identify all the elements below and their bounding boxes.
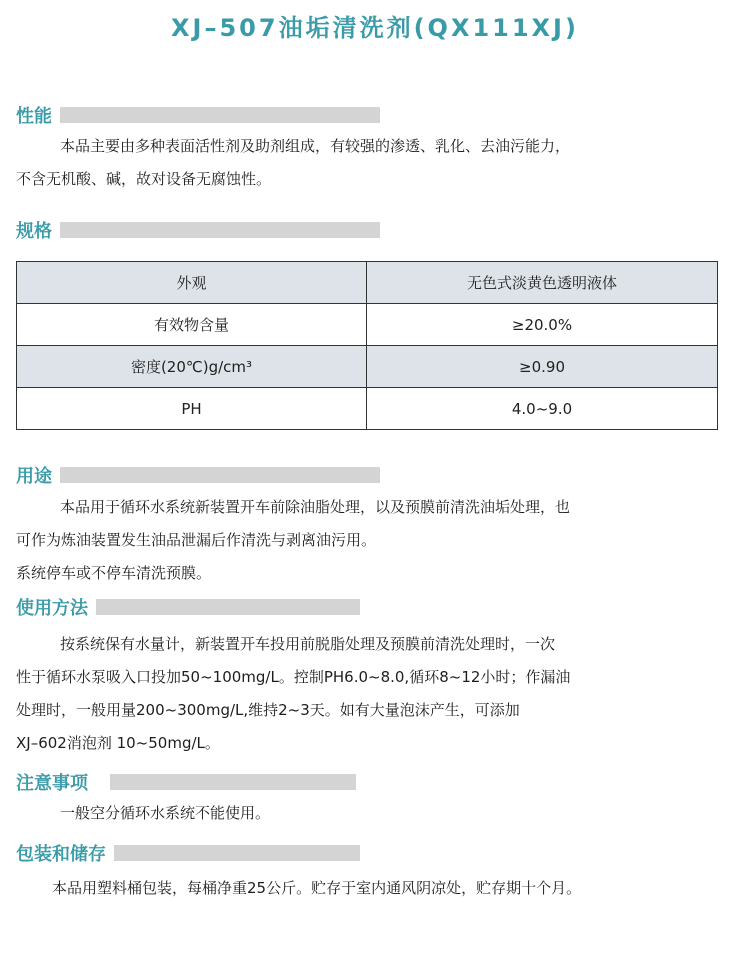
table-row: [17, 262, 718, 304]
notes-text: [16, 797, 716, 830]
section-header-specification: [16, 217, 380, 243]
section-header-notes: [16, 769, 356, 795]
section-divider-bar: [114, 845, 360, 861]
section-divider-bar: [110, 774, 356, 790]
table-row: [17, 388, 718, 430]
spec-value-cell: 无色式淡黄色透明液体: [367, 262, 718, 304]
text-line: 可作为炼油装置发生油品泄漏后作清洗与剥离油污用。: [16, 531, 377, 549]
specification-table: [16, 261, 718, 430]
usage-text: [16, 491, 716, 590]
section-label: 使用方法: [16, 598, 88, 619]
section-label: 用途: [16, 466, 52, 487]
text-line: 本品用于循环水系统新装置开车前除油脂处理，以及预膜前清洗油垢处理，也: [60, 498, 571, 516]
section-header-packaging: [16, 840, 360, 866]
section-divider-bar: [96, 599, 360, 615]
spec-value-cell: ≥0.90: [367, 346, 718, 388]
section-header-method: [16, 594, 360, 620]
text-line: XJ–602消泡剂 10~50mg/L。: [16, 734, 220, 752]
spec-item-cell: PH: [17, 388, 367, 430]
section-label: 注意事项: [16, 773, 88, 794]
spec-item-cell: 外观: [17, 262, 367, 304]
spec-item-cell: 有效物含量: [17, 304, 367, 346]
section-divider-bar: [60, 467, 380, 483]
packaging-text: [16, 872, 736, 905]
text-line: 不含无机酸、碱，故对设备无腐蚀性。: [16, 170, 272, 188]
performance-text: [16, 130, 716, 196]
text-line: 系统停车或不停车清洗预膜。: [16, 564, 212, 582]
page-title: XJ–507油垢清洗剂(QX111XJ): [171, 14, 579, 42]
spec-item-cell: 密度(20℃)g/cm³: [17, 346, 367, 388]
section-header-usage: [16, 462, 380, 488]
section-label: 规格: [16, 221, 52, 242]
text-line: 本品主要由多种表面活性剂及助剂组成，有较强的渗透、乳化、去油污能力，: [60, 137, 571, 155]
table-row: [17, 346, 718, 388]
method-text: [16, 628, 716, 760]
text-line: 性于循环水泵吸入口投加50~100mg/L。控制PH6.0~8.0,循环8~12小时；作漏油: [16, 668, 571, 686]
spec-value-cell: ≥20.0%: [367, 304, 718, 346]
spec-value-cell: 4.0~9.0: [367, 388, 718, 430]
text-line: 按系统保有水量计，新装置开车投用前脱脂处理及预膜前清洗处理时，一次: [60, 635, 556, 653]
section-divider-bar: [60, 222, 380, 238]
text-line: 处理时，一般用量200~300mg/L,维持2~3天。如有大量泡沫产生，可添加: [16, 701, 520, 719]
section-divider-bar: [60, 107, 380, 123]
table-row: [17, 304, 718, 346]
text-line: 一般空分循环水系统不能使用。: [60, 804, 271, 822]
text-line: 本品用塑料桶包装，每桶净重25公斤。贮存于室内通风阴凉处，贮存期十个月。: [52, 879, 582, 897]
section-label: 包装和储存: [16, 844, 106, 865]
section-header-performance: [16, 102, 380, 128]
section-label: 性能: [16, 106, 52, 127]
